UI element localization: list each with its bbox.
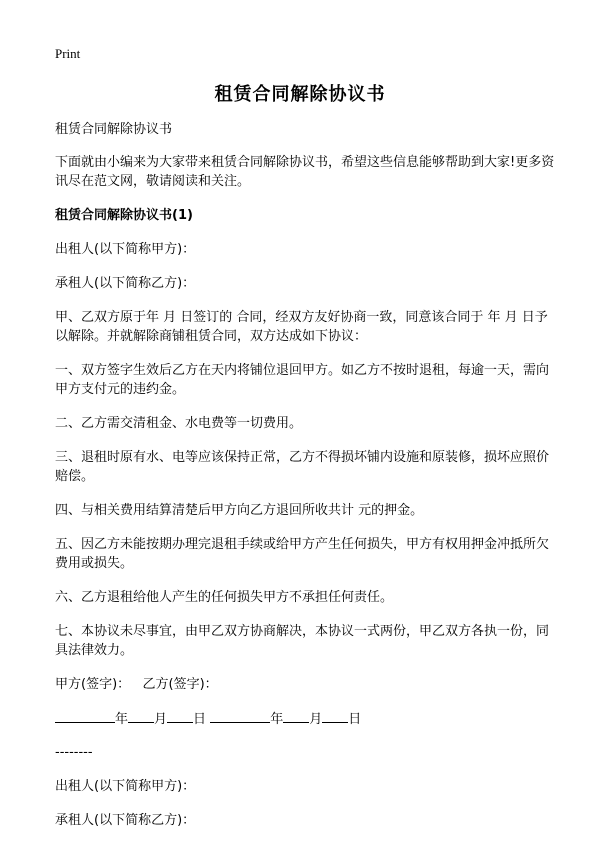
clause-4: 四、与相关费用结算清楚后甲方向乙方退回所收共计 元的押金。: [55, 503, 424, 518]
date-year-label: 年: [270, 712, 284, 727]
date-blank: [210, 708, 270, 723]
date-day-label: 日: [193, 712, 207, 727]
date-month-label: 月: [309, 712, 323, 727]
clause-1: 一、双方签字生效后乙方在天内将铺位退回甲方。如乙方不按时退租，每逾一天，需向甲方支付元的违约金。: [55, 363, 550, 397]
clause-7: 七、本协议未尽事宜，由甲乙双方协商解决，本协议一式两份，甲乙双方各执一份，同具法律效力。: [55, 624, 550, 658]
signature-line: 甲方(签字)： 乙方(签字)：: [55, 677, 218, 692]
date-day-label: 日: [348, 712, 362, 727]
clause-6: 六、乙方退租给他人产生的任何损失甲方不承担任何责任。: [55, 590, 394, 605]
print-link[interactable]: Print: [55, 46, 81, 61]
clause-3: 三、退租时原有水、电等应该保持正常，乙方不得损坏铺内设施和原装修，损坏应照价赔偿。: [55, 450, 550, 484]
date-blank: [283, 708, 309, 723]
date-year-label: 年: [115, 712, 129, 727]
intro-paragraph: 下面就由小编来为大家带来租赁合同解除协议书，希望这些信息能够帮助到大家!更多资讯尽在范文网，敬请阅读和关注。: [55, 155, 555, 189]
document-subtitle: 租赁合同解除协议书: [55, 122, 173, 137]
date-month-label: 月: [154, 712, 168, 727]
lessee-line-2: 承租人(以下简称乙方)：: [55, 813, 196, 828]
document-body: [55, 120, 555, 845]
date-blank: [167, 708, 193, 723]
lessor-line-2: 出租人(以下简称甲方)：: [55, 779, 196, 794]
date-blank: [128, 708, 154, 723]
section-heading: 租赁合同解除协议书(1): [55, 208, 193, 223]
preamble-paragraph: 甲、乙双方原于年 月 日签订的 合同，经双方友好协商一致，同意该合同于 年 月 日予以解除。并就解除商铺租赁合同，双方达成如下协议：: [55, 310, 548, 344]
date-blank: [55, 708, 115, 723]
lessor-line: 出租人(以下简称甲方)：: [55, 242, 196, 257]
date-blank: [322, 708, 348, 723]
date-line: [55, 708, 555, 729]
lessee-line: 承租人(以下简称乙方)：: [55, 276, 196, 291]
section-separator: --------: [55, 745, 93, 760]
clause-2: 二、乙方需交清租金、水电费等一切费用。: [55, 416, 303, 431]
page-title: 租赁合同解除协议书: [214, 84, 386, 105]
clause-5: 五、因乙方未能按期办理完退租手续或给甲方产生任何损失，甲方有权用押金冲抵所欠费用或损失。: [55, 537, 550, 571]
